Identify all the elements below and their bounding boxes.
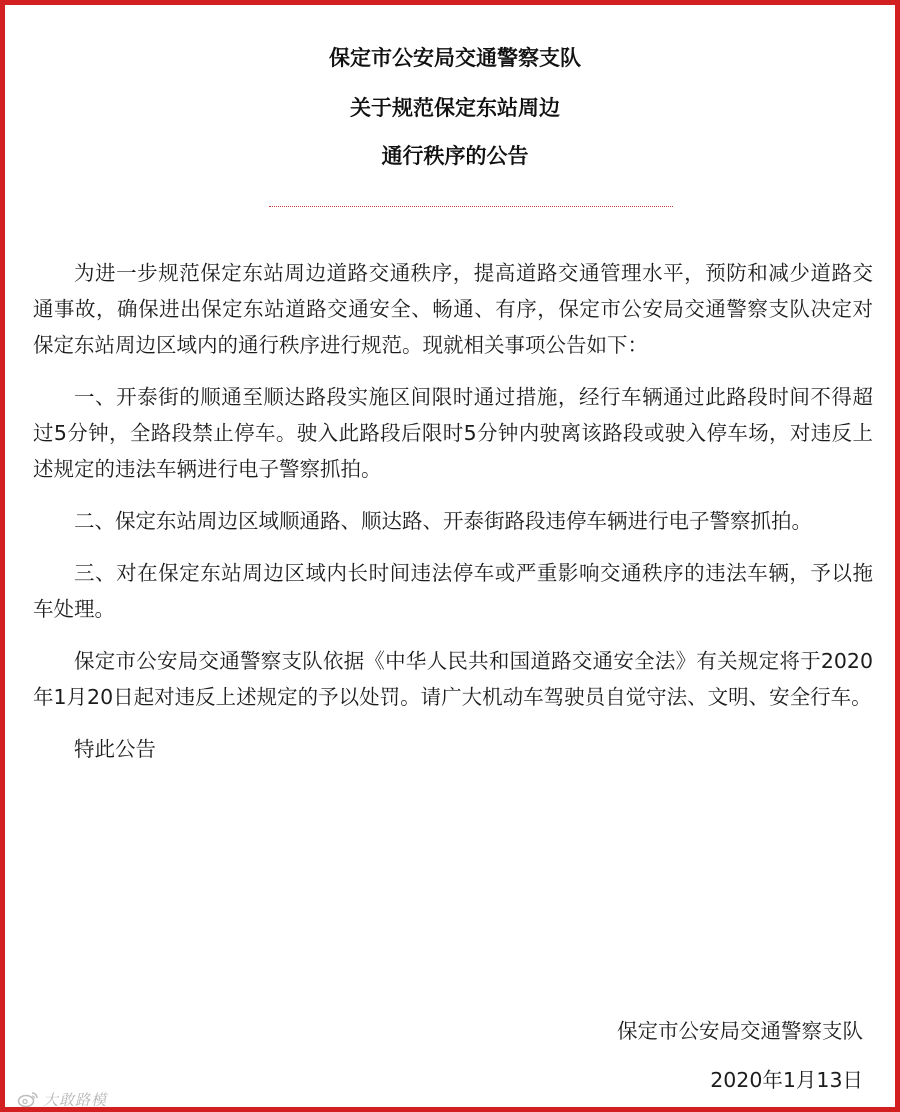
watermark (17, 1089, 107, 1109)
weibo-logo-icon (17, 1090, 39, 1108)
item-1-paragraph: 一、开泰街的顺通至顺达路段实施区间限时通过措施，经行车辆通过此路段时间不得超过5分钟，全路段禁止停车。驶入此路段后限时5分钟内驶离该路段或驶入停车场，对违反上述规定的违法车辆进行电子警察抓拍。 (33, 385, 873, 481)
signature-organization: 保定市公安局交通警察支队 (617, 1019, 863, 1043)
title-line-1: 保定市公安局交通警察支队 (329, 46, 581, 70)
item-3-paragraph: 三、对在保定东站周边区域内长时间违法停车或严重影响交通秩序的违法车辆，予以拖车处理。 (33, 561, 873, 621)
signature-date: 2020年1月13日 (710, 1068, 863, 1092)
closing-text: 特此公告 (74, 737, 156, 761)
watermark-text: 大敢路模 (43, 1090, 108, 1109)
intro-paragraph: 为进一步规范保定东站周边道路交通秩序，提高道路交通管理水平，预防和减少道路交通事故，确保进出保定东站道路交通安全、畅通、有序，保定市公安局交通警察支队决定对保定东站周边区域内的通行秩序进行规范。现就相关事项公告如下： (33, 261, 873, 357)
penalty-paragraph: 保定市公安局交通警察支队依据《中华人民共和国道路交通安全法》有关规定将于2020年1月20日起对违反上述规定的予以处罚。请广大机动车驾驶员自觉守法、文明、安全行车。 (33, 649, 873, 709)
title-line-3: 通行秩序的公告 (381, 144, 529, 168)
item-2-paragraph: 二、保定东站周边区域顺通路、顺达路、开泰街路段违停车辆进行电子警察抓拍。 (74, 509, 812, 533)
title-line-2: 关于规范保定东站周边 (350, 96, 560, 120)
title-divider (269, 206, 673, 207)
notice-body (33, 255, 873, 783)
